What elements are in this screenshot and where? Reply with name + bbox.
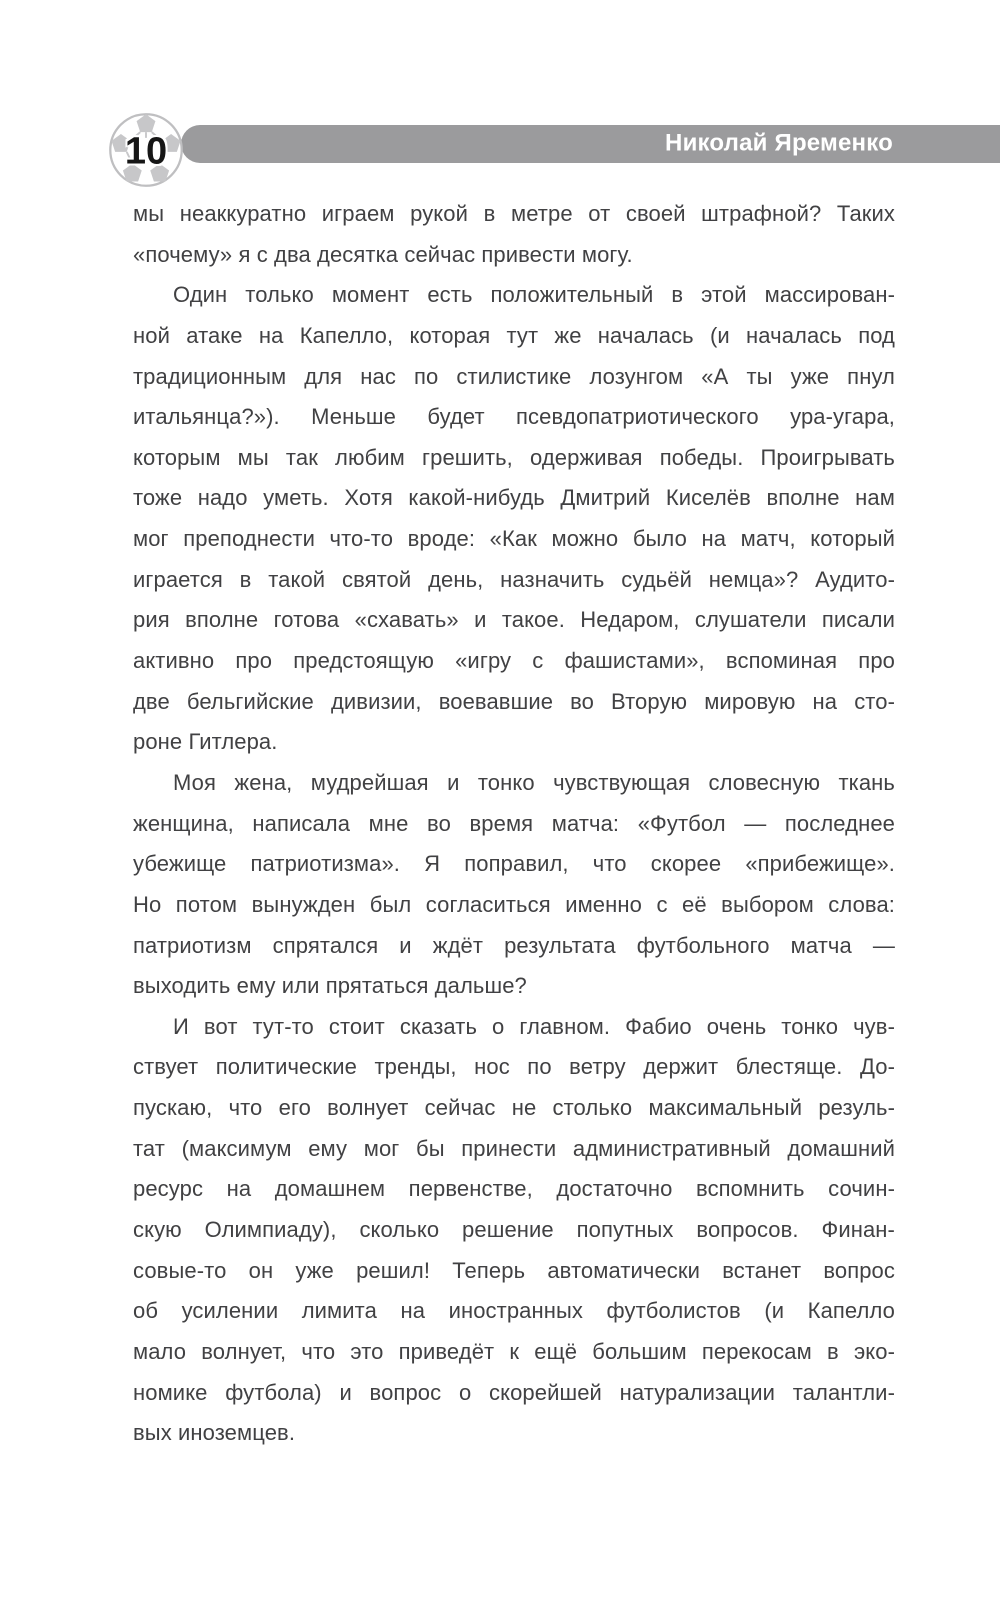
text-line: роне Гитлера.: [133, 729, 278, 755]
text-line: которым мы так любим грешить, одерживая победы. Проигрывать: [133, 444, 895, 470]
text-line: «почему» я с два десятка сейчас привести могу.: [133, 241, 633, 267]
text-line: скую Олимпиаду), сколько решение попутных вопросов. Финан-: [133, 1217, 895, 1243]
text-line: мы неаккуратно играем рукой в метре от своей штрафной? Таких: [133, 201, 895, 226]
text-line: ресурс на домашнем первенстве, достаточно вспомнить сочин-: [133, 1176, 895, 1202]
text-line: Моя жена, мудрейшая и тонко чувствующая словесную ткань: [173, 769, 895, 795]
page-number: 10: [124, 130, 168, 173]
paragraph: [133, 763, 895, 1007]
paragraph: [133, 1007, 895, 1454]
text-line: рия вполне готова «схавать» и такое. Недаром, слушатели писали: [133, 607, 895, 633]
text-line: И вот тут-то стоит сказать о главном. Фабио очень тонко чув-: [173, 1013, 895, 1039]
text-line: об усилении лимита на иностранных футболистов (и Капелло: [133, 1298, 895, 1324]
text-line: вых иноземцев.: [133, 1420, 296, 1446]
text-line: ствует политические тренды, нос по ветру держит блестяще. До-: [133, 1054, 895, 1080]
text-line: патриотизм спрятался и ждёт результата футбольного матча —: [133, 932, 895, 958]
running-head-author: Николай Яременко: [665, 129, 893, 157]
paragraph: [133, 275, 895, 763]
text-line: убежище патриотизма». Я поправил, что скорее «прибежище».: [133, 851, 895, 877]
text-line: Один только момент есть положительный в этой массирован-: [173, 282, 895, 308]
header-bar: [181, 125, 1000, 163]
text-line: играется в такой святой день, назначить судьёй немца»? Аудито-: [133, 566, 895, 592]
text-line: мало волнует, что это приведёт к ещё большим перекосам в эко-: [133, 1338, 895, 1364]
text-line: женщина, написала мне во время матча: «Футбол — последнее: [133, 810, 895, 836]
text-line: выходить ему или прятаться дальше?: [133, 973, 527, 999]
text-line: совые-то он уже решил! Теперь автоматически встанет вопрос: [133, 1257, 895, 1283]
text-line: пускаю, что его волнует сейчас не столько максимальный резуль-: [133, 1095, 895, 1121]
text-line: традиционным для нас по стилистике лозунгом «А ты уже пнул: [133, 363, 895, 389]
text-line: мог преподнести что-то вроде: «Как можно было на матч, который: [133, 526, 895, 552]
text-line: тоже надо уметь. Хотя какой-нибудь Дмитрий Киселёв вполне нам: [133, 485, 895, 511]
text-line: две бельгийские дивизии, воевавшие во Вторую мировую на сто-: [133, 688, 895, 714]
text-line: активно про предстоящую «игру с фашистами», вспоминая про: [133, 648, 895, 674]
text-line: итальянца?»). Меньше будет псевдопатриотического ура-угара,: [133, 404, 895, 430]
text-line: номике футбола) и вопрос о скорейшей натурализации талантли-: [133, 1379, 895, 1405]
body-text: [133, 194, 895, 1454]
text-line: тат (максимум ему мог бы принести административный домашний: [133, 1135, 895, 1161]
soccer-ball-icon: [108, 112, 184, 188]
text-line: ной атаке на Капелло, которая тут же началась (и началась под: [133, 322, 895, 348]
paragraph: [133, 194, 895, 275]
text-line: Но потом вынужден был согласиться именно с её выбором слова:: [133, 891, 895, 917]
